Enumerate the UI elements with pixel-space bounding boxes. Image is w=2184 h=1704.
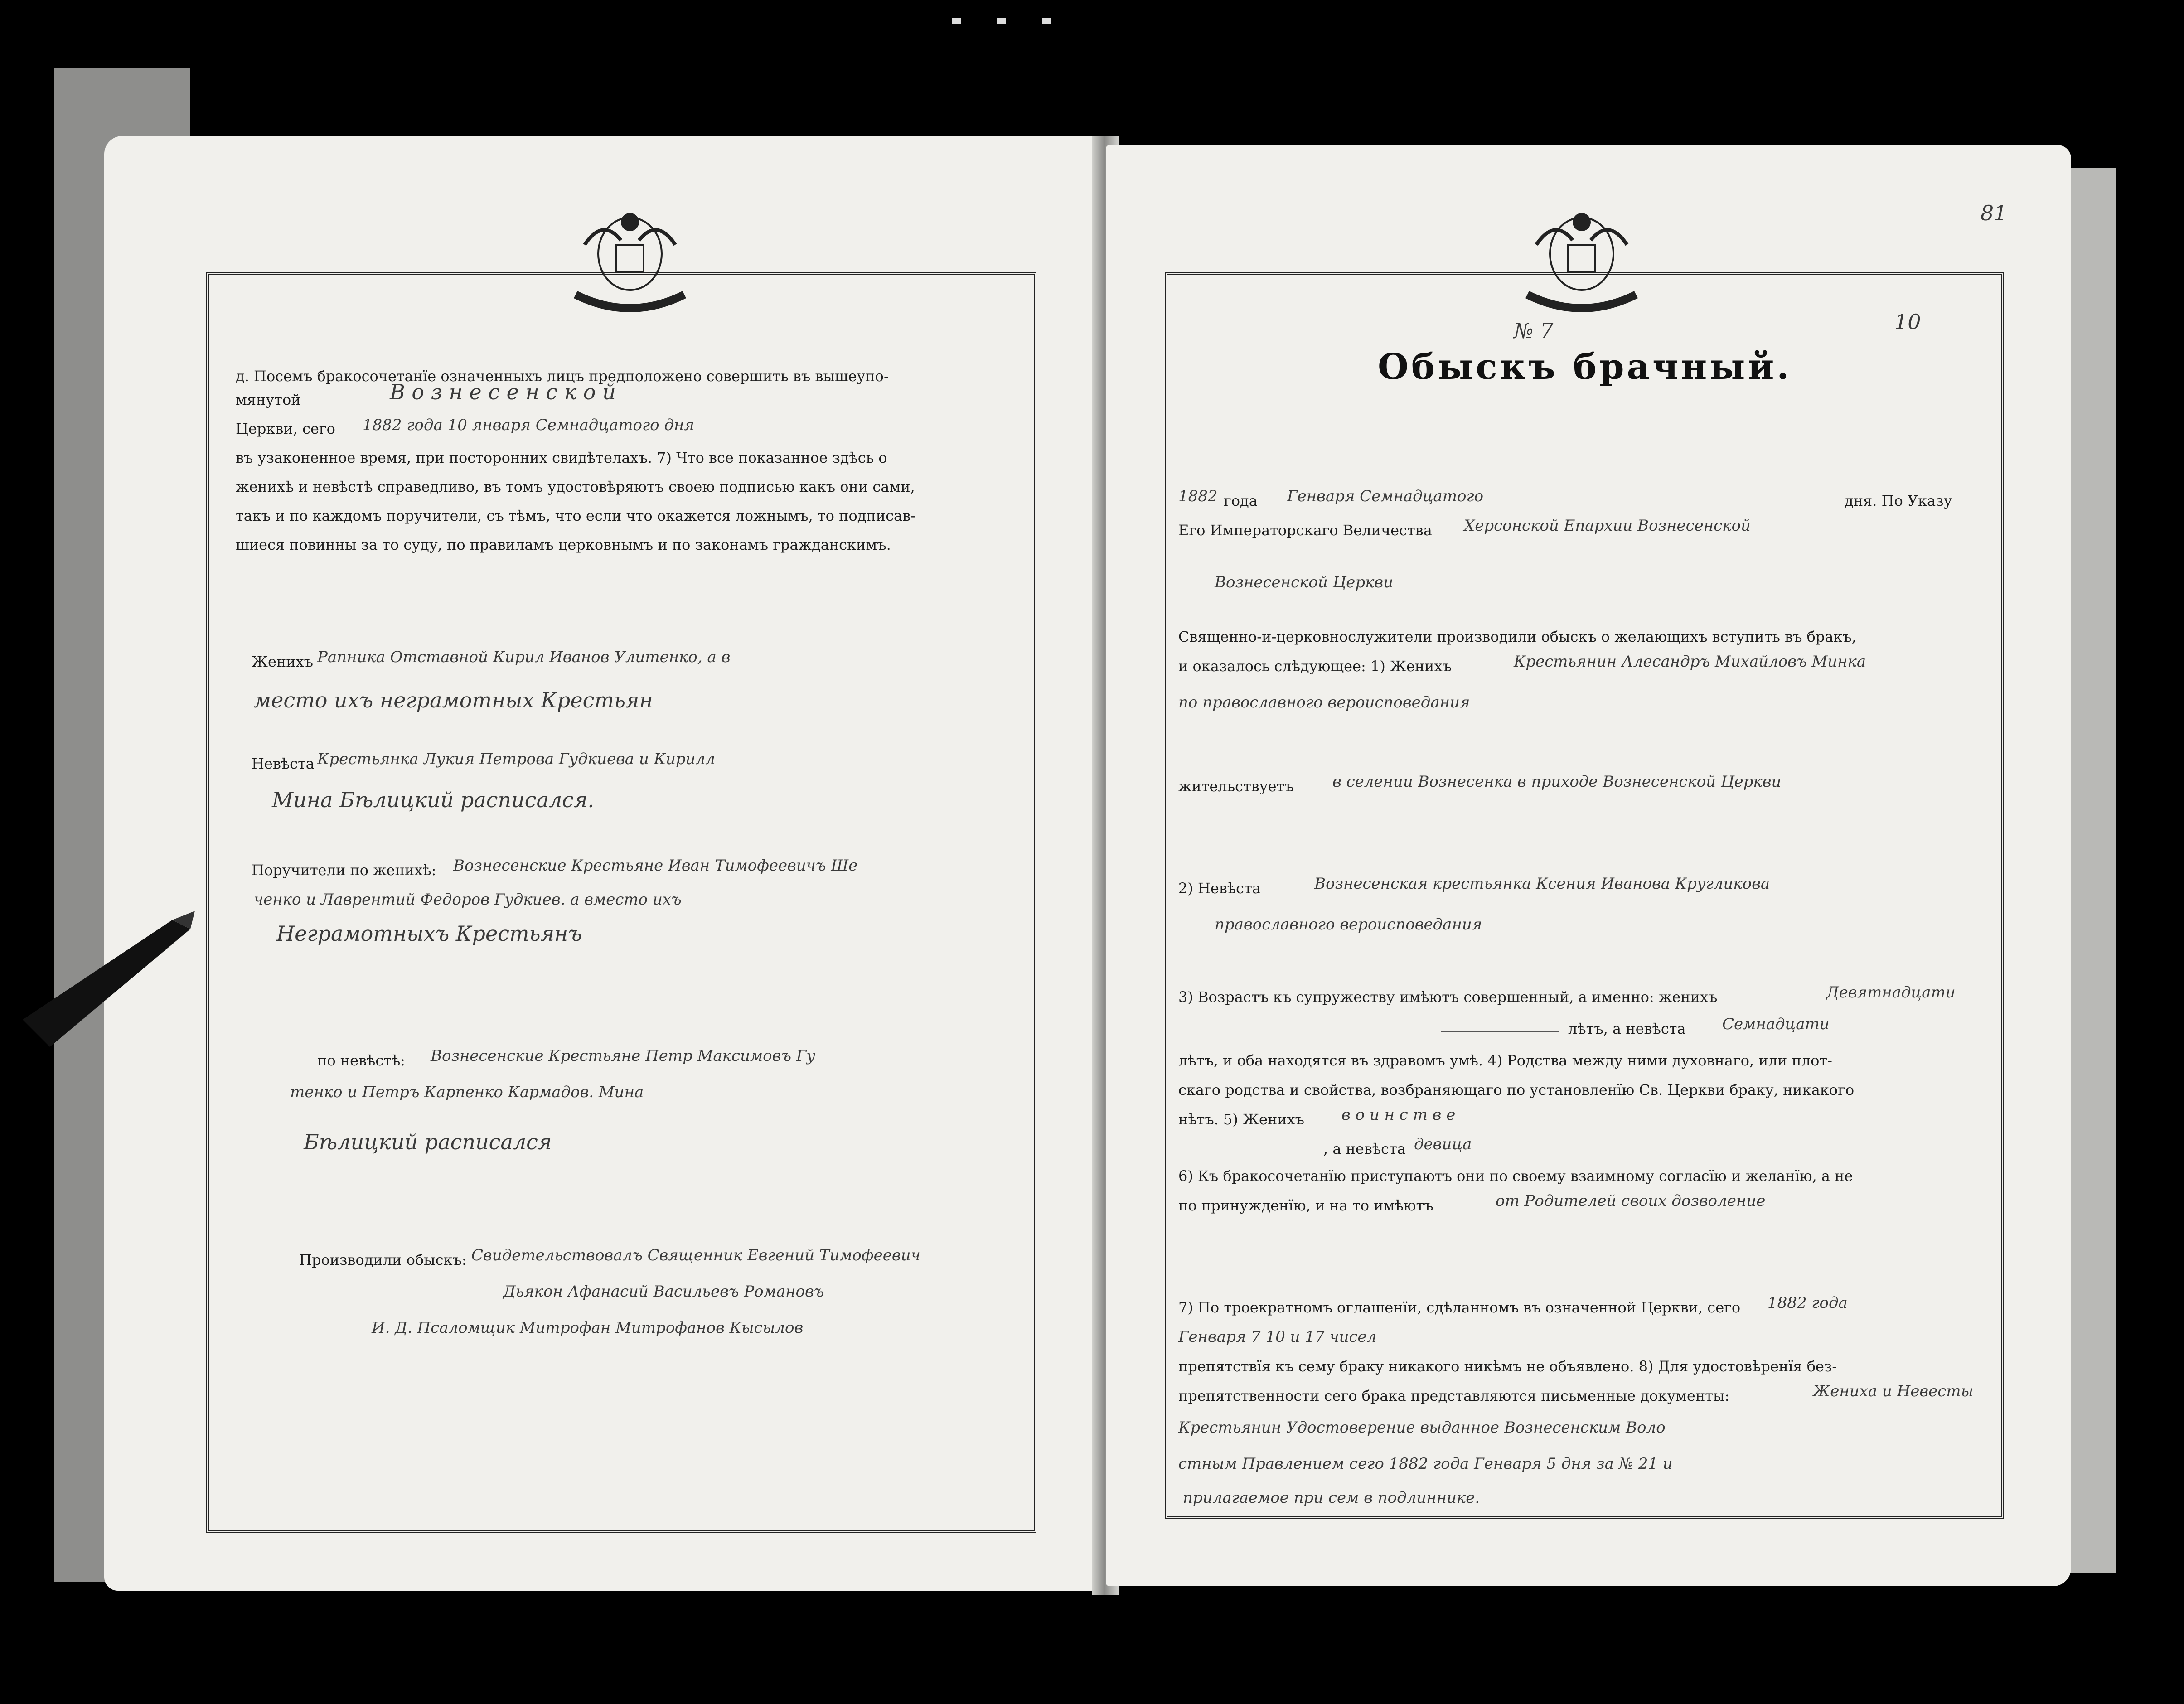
right-line-12: нѣтъ. 5) Женихъ <box>1178 1111 1304 1128</box>
right-line-11: скаго родства и свойства, возбраняющаго по установленїю Св. Церкви браку, никакого <box>1178 1081 1855 1099</box>
left-line-3: Церкви, сего <box>236 420 335 437</box>
handwritten-documents-4: прилагаемое при сем в подлиннике. <box>1183 1489 1480 1507</box>
handwritten-po-nevestе-2: тенко и Петръ Карпенко Кармадов. Мина <box>290 1083 644 1101</box>
right-line-4: Священно-и-церковнослужители производили обыскъ о желающихъ вступить въ бракъ, <box>1178 628 1856 645</box>
handwritten-signature-psalmist: И. Д. Псаломщик Митрофан Митрофанов Кысылов <box>372 1319 804 1337</box>
right-line-2: дня. По Указу <box>1845 492 1952 509</box>
right-line-14: 6) Къ бракосочетанїю приступаютъ они по своему взаимному согласїю и желанїю, а не <box>1178 1167 1853 1185</box>
handwritten-month-day: Генваря Семнадцатого <box>1287 487 1484 505</box>
label-zhenikh: Женихъ <box>252 653 313 670</box>
left-line-6: такъ и по каждомъ поручители, съ тѣмъ, что если что окажется ложнымъ, то подписав- <box>236 507 915 524</box>
right-line-6: жительствуетъ <box>1178 778 1294 795</box>
right-line-1: года <box>1224 492 1258 509</box>
handwritten-zhenikh-2: место ихъ неграмотных Крестьян <box>254 688 653 712</box>
handwritten-poruch-2: ченко и Лаврентий Федоров Гудкиев. а вместо ихъ <box>254 891 682 909</box>
handwritten-residence: в селении Вознесенка в приходе Вознесенской Церкви <box>1332 773 1782 791</box>
label-proizvodili: Производили обыскъ: <box>299 1251 467 1268</box>
label-nevesta: Невѣста <box>252 755 315 772</box>
handwritten-poruch-3: Неграмотныхъ Крестьянъ <box>276 921 582 946</box>
handwritten-banns-dates: Генваря 7 10 и 17 чисел <box>1178 1328 1377 1346</box>
handwritten-bride-age: Семнадцати <box>1722 1015 1830 1033</box>
handwritten-nevesta-1: Крестьянка Лукия Петрова Гудкиева и Кирилл <box>317 750 715 768</box>
binding-marks <box>947 14 1065 34</box>
handwritten-documents-2: Крестьянин Удостоверение выданное Вознесенским Воло <box>1178 1418 1666 1437</box>
right-line-18: препятственности сего брака представляются письменные документы: <box>1178 1387 1730 1404</box>
handwritten-signature-deacon: Дьякон Афанасий Васильевъ Романовъ <box>503 1283 824 1301</box>
double-headed-eagle-emblem <box>557 190 702 326</box>
handwritten-consent: от Родителей своих дозволение <box>1496 1192 1766 1210</box>
handwritten-poruch-1: Вознесенские Крестьяне Иван Тимофеевичъ Ше <box>453 857 858 875</box>
right-line-16: 7) По троекратномъ оглашенїи, сдѣланномъ въ означенной Церкви, сего <box>1178 1299 1741 1316</box>
handwritten-documents: Жениха и Невесты <box>1813 1382 1974 1400</box>
handwritten-groom-status: в о и н с т в е <box>1341 1106 1456 1124</box>
right-line-17: препятствїя къ сему браку никакого никѣмъ не объявлено. 8) Для удостовѣренїя без- <box>1178 1358 1837 1375</box>
handwritten-groom-age: Девятнадцати <box>1826 983 1956 1002</box>
double-headed-eagle-emblem-right <box>1509 190 1654 326</box>
right-line-9: лѣтъ, а невѣста <box>1568 1020 1686 1037</box>
handwritten-date: 1882 года 10 января Семнадцатого дня <box>363 416 694 434</box>
handwritten-year: 1882 <box>1178 487 1218 505</box>
document-title: Обыскъ брачный. <box>1378 346 1792 387</box>
handwritten-bride-faith: православного вероисповедания <box>1215 915 1482 934</box>
handwritten-bride-status: девица <box>1414 1135 1472 1153</box>
blank-line <box>1441 1031 1559 1032</box>
label-poruchiteli: Поручители по женихѣ: <box>252 862 436 879</box>
record-number: № 7 <box>1514 319 1554 343</box>
left-line-5: женихѣ и невѣстѣ справедливо, въ томъ удостовѣряютъ своею подписью какъ они сами, <box>236 478 915 495</box>
label-po-nevestе: по невѣстѣ: <box>317 1052 406 1069</box>
handwritten-consistory: Херсонской Епархии Вознесенской <box>1464 517 1751 535</box>
left-line-7: шиеся повинны за то суду, по правиламъ церковнымъ и по законамъ гражданскимъ. <box>236 536 891 553</box>
handwritten-signature-priest: Свидетельствовалъ Священник Евгений Тимофеевич <box>471 1246 920 1264</box>
right-line-7: 2) Невѣста <box>1178 880 1261 897</box>
handwritten-record-10: 10 <box>1894 310 1921 334</box>
left-line-1: д. Посемъ бракосочетанїе означенныхъ лицъ предположено совершить въ вышеупо- <box>236 368 889 385</box>
right-line-13: , а невѣста <box>1323 1140 1406 1157</box>
handwritten-documents-3: стным Правлением сего 1882 года Генваря 5 дня за № 21 и <box>1178 1455 1673 1473</box>
handwritten-zhenikh-1: Рапника Отставной Кирил Иванов Улитенко, а в <box>317 648 731 666</box>
handwritten-groom: Крестьянин Алесандръ Михайловъ Минка <box>1514 653 1866 671</box>
left-line-2: мянутой <box>236 391 301 408</box>
page-number: 81 <box>1981 201 2007 225</box>
handwritten-church: Вознесенской Церкви <box>1215 573 1394 591</box>
handwritten-church-name: В о з н е с е н с к о й <box>390 380 616 404</box>
handwritten-banns-year: 1882 года <box>1768 1294 1848 1312</box>
left-line-4: въ узаконенное время, при посторонних свидѣтелахъ. 7) Что все показанное здѣсь о <box>236 449 887 466</box>
handwritten-groom-faith: по православного вероисповедания <box>1178 693 1470 712</box>
right-line-15: по принужденїю, и на то имѣютъ <box>1178 1197 1433 1214</box>
right-line-3: Его Императорскаго Величества <box>1178 522 1432 539</box>
right-line-10: лѣтъ, и оба находятся въ здравомъ умѣ. 4) Родства между ними духовнаго, или плот- <box>1178 1052 1832 1069</box>
handwritten-po-nevestе-1: Вознесенские Крестьяне Петр Максимовъ Гу <box>431 1047 816 1065</box>
handwritten-po-nevestе-3: Бѣлицкий расписался <box>304 1130 552 1154</box>
handwritten-bride: Вознесенская крестьянка Ксения Иванова Кругликова <box>1314 875 1770 893</box>
pen-tip <box>18 911 199 1056</box>
right-line-8: 3) Возрастъ къ супружеству имѣютъ совершенный, а именно: женихъ <box>1178 988 1718 1006</box>
handwritten-nevesta-2: Мина Бѣлицкий расписался. <box>272 788 595 812</box>
right-line-5: и оказалось слѣдующее: 1) Женихъ <box>1178 658 1452 675</box>
